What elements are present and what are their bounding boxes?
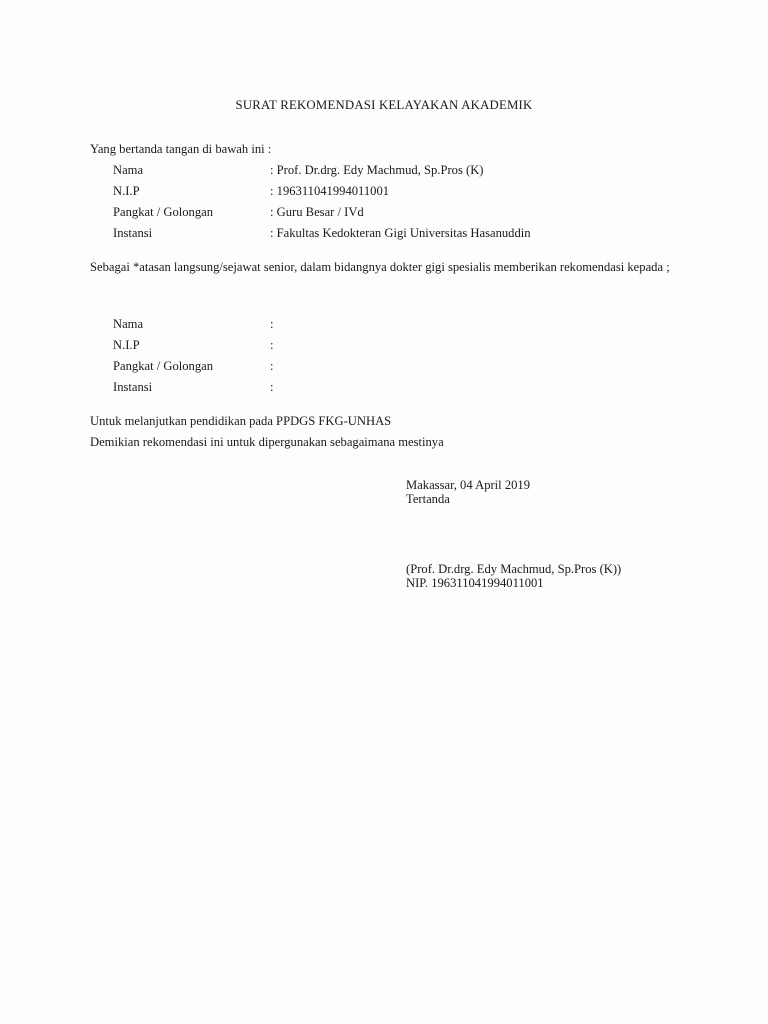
signer-rank-value: : Guru Besar / IVd <box>270 205 364 219</box>
signed-text: Tertanda <box>406 492 450 506</box>
signer-nip-value: : 196311041994011001 <box>270 184 390 198</box>
signer-signature-nip: NIP. 196311041994011001 <box>406 576 544 590</box>
closing-text: Demikian rekomendasi ini untuk dipergunakan sebagaimana mestinya <box>90 435 444 449</box>
signer-institution-label: Instansi <box>113 226 153 240</box>
recommendation-paragraph: Sebagai *atasan langsung/sejawat senior, dalam bidangnya dokter gigi spesialis memberikan rekomendasi kepada ; <box>90 260 670 274</box>
recipient-name-value: : <box>270 317 274 331</box>
signer-rank-label: Pangkat / Golongan <box>113 205 214 219</box>
recipient-institution-label: Instansi <box>113 380 153 394</box>
recipient-institution-value: : <box>270 380 274 394</box>
signer-name-label: Nama <box>113 163 144 177</box>
signer-name-value: : Prof. Dr.drg. Edy Machmud, Sp.Pros (K) <box>270 163 484 177</box>
signer-institution-value: : Fakultas Kedokteran Gigi Universitas Hasanuddin <box>270 226 531 240</box>
recipient-rank-value: : <box>270 359 274 373</box>
recipient-rank-label: Pangkat / Golongan <box>113 359 214 373</box>
signer-nip-label: N.I.P <box>113 184 140 198</box>
document-title: SURAT REKOMENDASI KELAYAKAN AKADEMIK <box>235 98 533 112</box>
recipient-nip-value: : <box>270 338 274 352</box>
place-date: Makassar, 04 April 2019 <box>406 478 531 492</box>
purpose-text: Untuk melanjutkan pendidikan pada PPDGS FKG-UNHAS <box>90 414 392 428</box>
recipient-name-label: Nama <box>113 317 144 331</box>
signer-signature-name: (Prof. Dr.drg. Edy Machmud, Sp.Pros (K)) <box>406 562 622 576</box>
intro-text: Yang bertanda tangan di bawah ini : <box>90 142 272 156</box>
recipient-nip-label: N.I.P <box>113 338 140 352</box>
